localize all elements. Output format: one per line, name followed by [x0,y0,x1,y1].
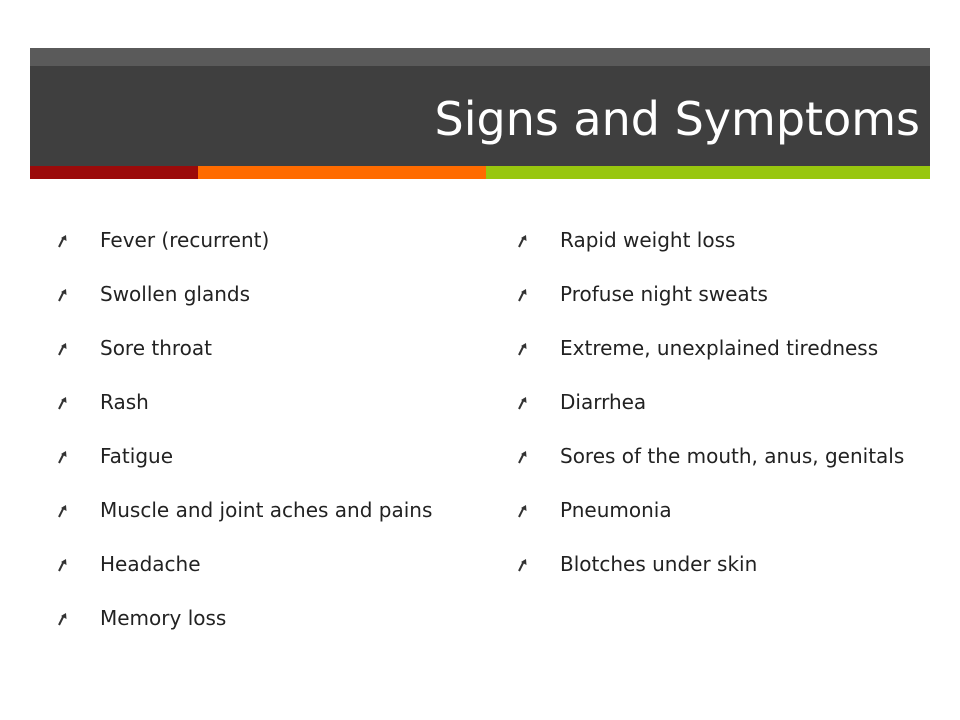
list-item [56,498,466,523]
list-item-text: Rapid weight loss [560,228,736,252]
list-item [56,228,466,253]
list-item [516,444,916,469]
arrow-up-right-icon [516,228,530,253]
list-item [56,390,466,415]
arrow-up-right-icon [56,336,70,361]
list-item-text: Memory loss [100,606,227,630]
list-item-text: Fatigue [100,444,173,468]
arrow-up-right-icon [56,552,70,577]
arrow-up-right-icon [516,282,530,307]
title-bar-top-band [30,48,930,66]
list-item-text: Sores of the mouth, anus, genitals [560,444,905,468]
accent-red [30,166,198,179]
list-item [56,336,466,361]
list-item-text: Fever (recurrent) [100,228,270,252]
arrow-up-right-icon [56,390,70,415]
list-item-text: Rash [100,390,149,414]
arrow-up-right-icon [516,444,530,469]
arrow-up-right-icon [516,390,530,415]
list-item-text: Profuse night sweats [560,282,768,306]
slide-title: Signs and Symptoms [434,92,920,146]
arrow-up-right-icon [516,336,530,361]
list-item-text: Blotches under skin [560,552,758,576]
list-item [56,606,466,631]
list-item [516,390,916,415]
list-item-text: Muscle and joint aches and pains [100,498,433,522]
list-item-text: Pneumonia [560,498,672,522]
arrow-up-right-icon [56,606,70,631]
list-item [516,498,916,523]
arrow-up-right-icon [56,228,70,253]
arrow-up-right-icon [56,282,70,307]
left-bullet-list [56,228,466,660]
arrow-up-right-icon [516,552,530,577]
list-item-text: Swollen glands [100,282,251,306]
accent-orange [198,166,486,179]
title-bar [30,48,930,166]
list-item [56,552,466,577]
accent-strip [30,166,930,179]
list-item [516,336,916,361]
list-item [56,282,466,307]
accent-green [486,166,930,179]
arrow-up-right-icon [516,498,530,523]
list-item [516,552,916,577]
right-bullet-list [516,228,916,606]
list-item-text: Headache [100,552,201,576]
list-item-text: Extreme, unexplained tiredness [560,336,879,360]
list-item [516,228,916,253]
list-item-text: Diarrhea [560,390,647,414]
arrow-up-right-icon [56,498,70,523]
arrow-up-right-icon [56,444,70,469]
list-item [516,282,916,307]
list-item-text: Sore throat [100,336,213,360]
list-item [56,444,466,469]
